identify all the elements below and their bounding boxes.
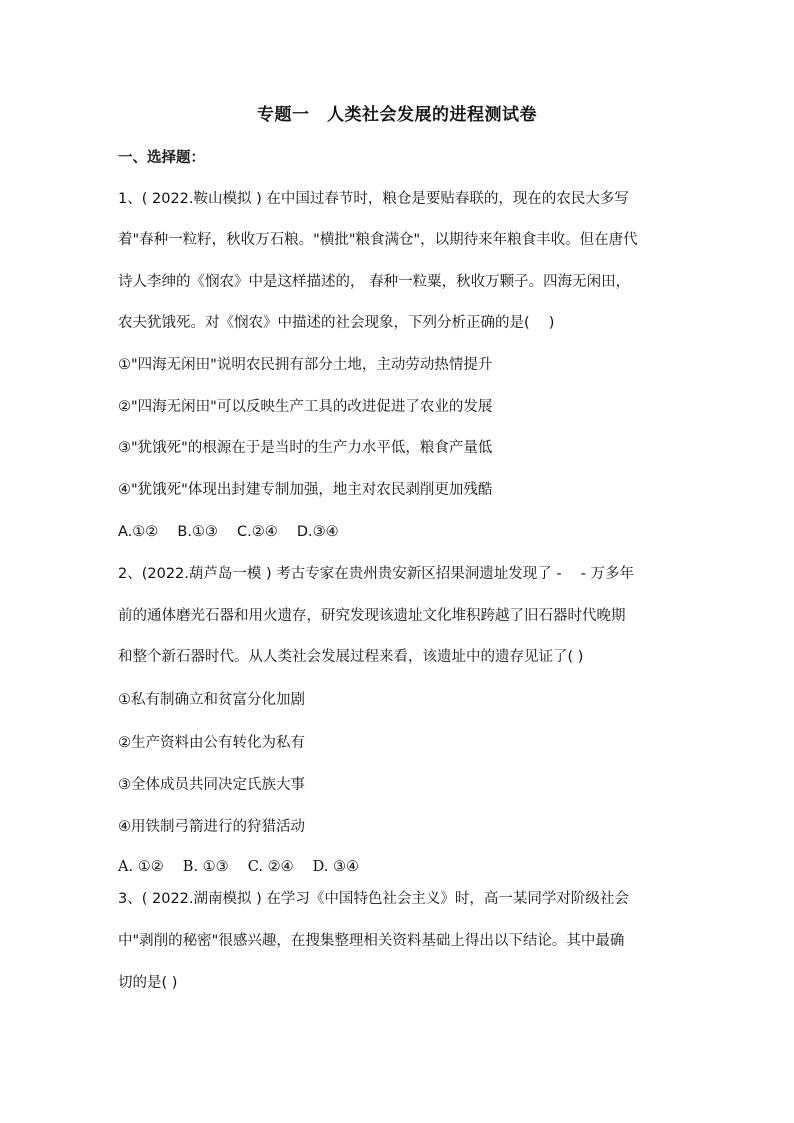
question-2-line-3: 和整个新石器时代。从人类社会发展过程来看，该遗址中的遗存见证了( ) — [118, 649, 584, 665]
question-1-line-4: 农夫犹饿死。对《悯农》中描述的社会现象，下列分析正确的是( ) — [118, 315, 555, 331]
question-1-option-1: ①"四海无闲田"说明农民拥有部分土地，主动劳动热情提升 — [118, 357, 493, 373]
question-2-line-2: 前的通体磨光石器和用火遗存，研究发现该遗址文化堆积跨越了旧石器时代晚期 — [118, 608, 626, 624]
question-1-line-1: 1、( 2022.鞍山模拟 ) 在中国过春节时，粮仓是要贴春联的，现在的农民大多写 — [118, 191, 629, 207]
page-title: 专题一 人类社会发展的进程测试卷 — [257, 105, 537, 125]
question-2-answers: A. ①② B. ①③ C. ②④ D. ③④ — [118, 859, 360, 875]
question-2-line-1: 2、(2022.葫芦岛一模 ) 考古专家在贵州贵安新区招果洞遗址发现了 - - 万多年 — [118, 566, 635, 582]
question-1-line-3: 诗人李绅的《悯农》中是这样描述的， 春种一粒粟，秋收万颗子。四海无闲田， — [118, 274, 631, 290]
question-3-line-1: 3、( 2022.湖南模拟 ) 在学习《中国特色社会主义》时，高一某同学对阶级社会 — [118, 891, 629, 907]
section-heading: 一、选择题： — [118, 150, 205, 166]
question-1-option-2: ②"四海无闲田"可以反映生产工具的改进促进了农业的发展 — [118, 399, 493, 415]
question-1-line-2: 着"春种一粒籽，秋收万石粮。"横批"粮食满仓"，以期待来年粮食丰收。但在唐代 — [118, 232, 638, 248]
question-2-option-2: ②生产资料由公有转化为私有 — [118, 735, 305, 751]
question-1-option-3: ③"犹饿死"的根源在于是当时的生产力水平低，粮食产量低 — [118, 440, 493, 456]
question-2-option-3: ③全体成员共同决定氏族大事 — [118, 777, 305, 793]
question-3-line-2: 中"剥削的秘密"很感兴趣，在搜集整理相关资料基础上得出以下结论。其中最确 — [118, 933, 625, 949]
question-1-answers: A.①② B.①③ C.②④ D.③④ — [118, 524, 339, 540]
question-2-option-1: ①私有制确立和贫富分化加剧 — [118, 692, 305, 708]
question-1-option-4: ④"犹饿死"体现出封建专制加强，地主对农民剥削更加残酷 — [118, 482, 493, 498]
question-3-line-3: 切的是( ) — [118, 975, 178, 991]
question-2-option-4: ④用铁制弓箭进行的狩猎活动 — [118, 819, 305, 835]
